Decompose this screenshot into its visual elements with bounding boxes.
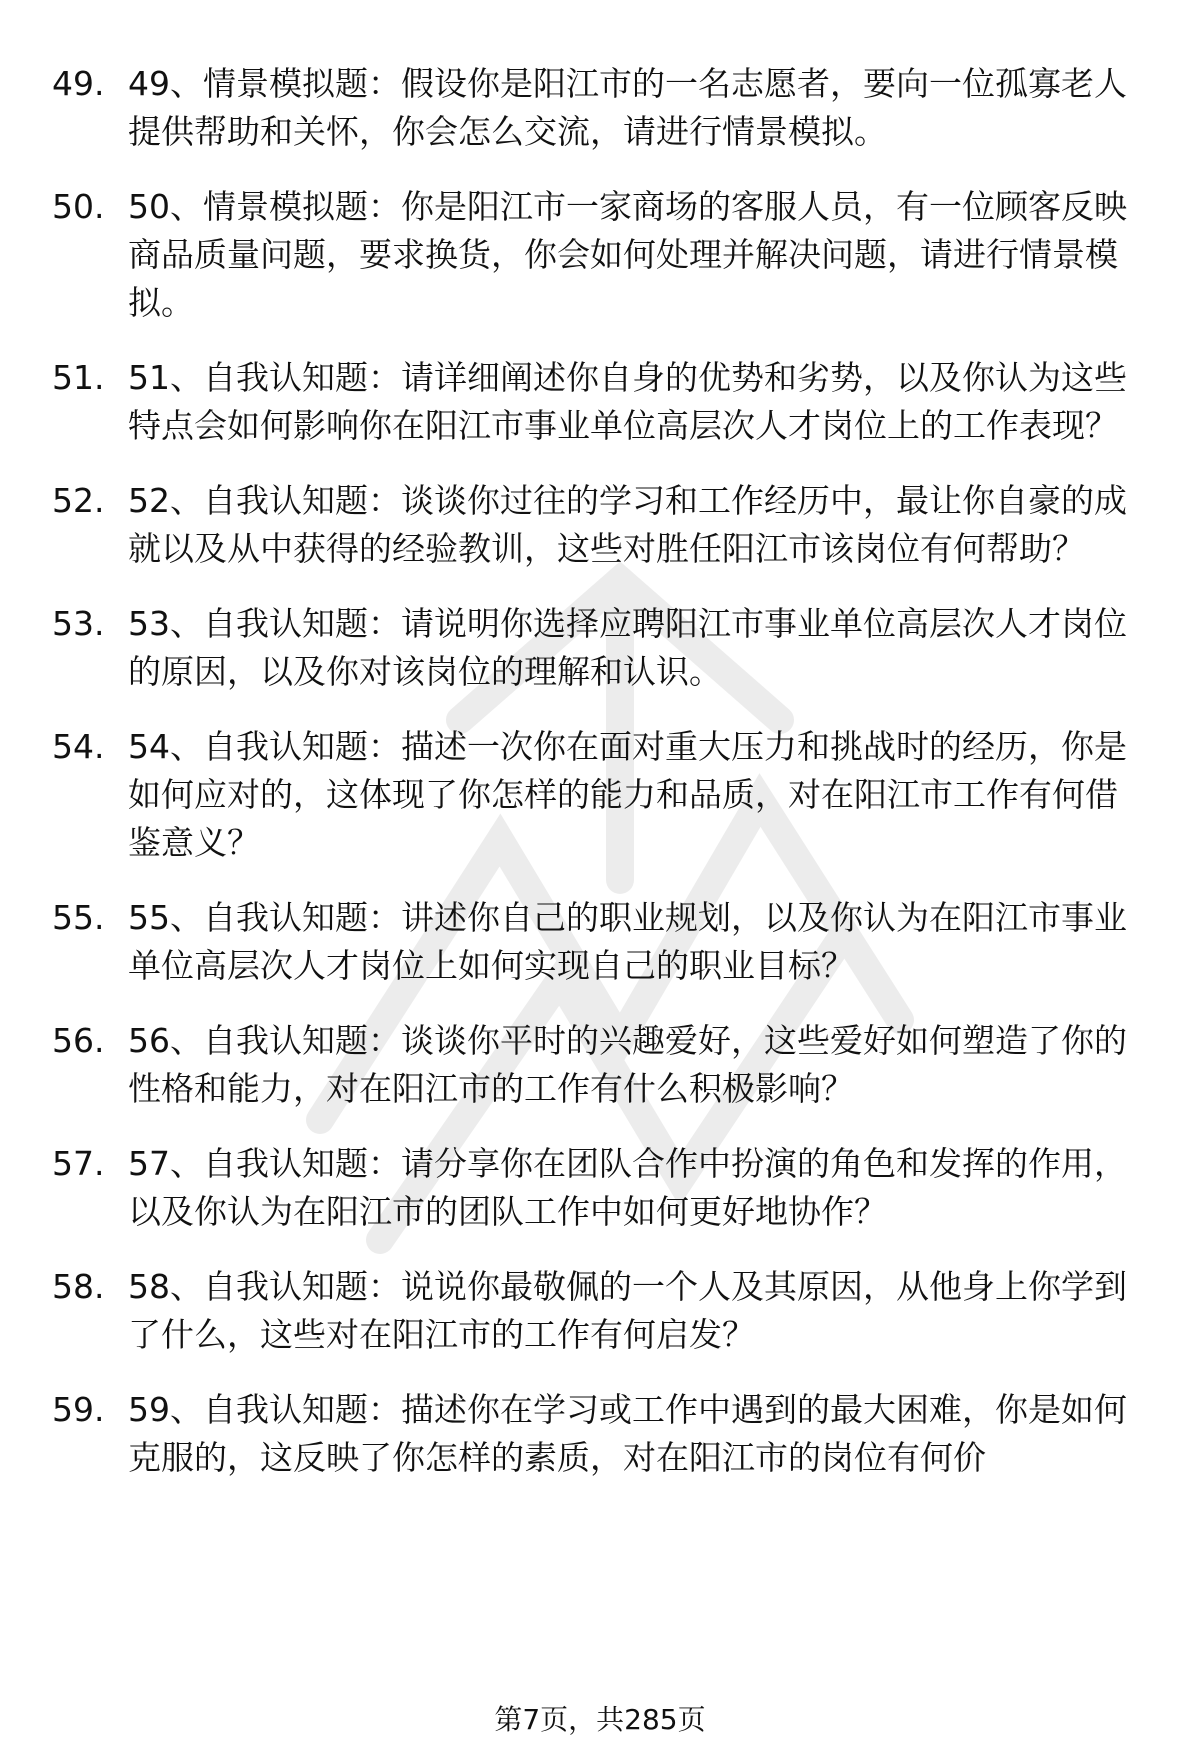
question-text: 56、自我认知题：谈谈你平时的兴趣爱好，这些爱好如何塑造了你的性格和能力，对在阳江市的工作有什么积极影响？ [128,1021,1127,1108]
question-item-53 [0,600,1200,696]
question-number: 52. [52,481,105,520]
question-text: 54、自我认知题：描述一次你在面对重大压力和挑战时的经历，你是如何应对的，这体现了你怎样的能力和品质，对在阳江市工作有何借鉴意义？ [128,727,1127,862]
question-item-54 [0,723,1200,867]
question-number: 58. [52,1267,105,1306]
question-number: 51. [52,358,105,397]
question-item-56 [0,1017,1200,1113]
question-item-57 [0,1140,1200,1236]
question-text: 55、自我认知题：讲述你自己的职业规划，以及你认为在阳江市事业单位高层次人才岗位上如何实现自己的职业目标？ [128,898,1127,985]
question-number: 59. [52,1390,105,1429]
question-item-55 [0,894,1200,990]
question-number: 54. [52,727,105,766]
question-text: 50、情景模拟题：你是阳江市一家商场的客服人员，有一位顾客反映商品质量问题，要求换货，你会如何处理并解决问题，请进行情景模拟。 [128,187,1127,322]
question-number: 55. [52,898,105,937]
question-number: 53. [52,604,105,643]
question-number: 56. [52,1021,105,1060]
question-text: 57、自我认知题：请分享你在团队合作中扮演的角色和发挥的作用，以及你认为在阳江市的团队工作中如何更好地协作？ [128,1144,1127,1231]
question-text: 52、自我认知题：谈谈你过往的学习和工作经历中，最让你自豪的成就以及从中获得的经验教训，这些对胜任阳江市该岗位有何帮助？ [128,481,1127,568]
question-list [0,60,1200,1509]
page-number-footer: 第7页，共285页 [494,1703,706,1736]
question-number: 49. [52,64,105,103]
question-text: 49、情景模拟题：假设你是阳江市的一名志愿者，要向一位孤寡老人提供帮助和关怀，你会怎么交流，请进行情景模拟。 [128,64,1127,151]
question-item-49 [0,60,1200,156]
question-text: 53、自我认知题：请说明你选择应聘阳江市事业单位高层次人才岗位的原因，以及你对该岗位的理解和认识。 [128,604,1127,691]
question-text: 58、自我认知题：说说你最敬佩的一个人及其原因，从他身上你学到了什么，这些对在阳江市的工作有何启发？ [128,1267,1127,1354]
question-number: 57. [52,1144,105,1183]
question-item-58 [0,1263,1200,1359]
question-text: 59、自我认知题：描述你在学习或工作中遇到的最大困难，你是如何克服的，这反映了你怎样的素质，对在阳江市的岗位有何价 [128,1390,1127,1477]
question-item-50 [0,183,1200,327]
question-text: 51、自我认知题：请详细阐述你自身的优势和劣势，以及你认为这些特点会如何影响你在阳江市事业单位高层次人才岗位上的工作表现？ [128,358,1127,445]
question-item-52 [0,477,1200,573]
question-number: 50. [52,187,105,226]
question-item-51 [0,354,1200,450]
question-item-59 [0,1386,1200,1482]
